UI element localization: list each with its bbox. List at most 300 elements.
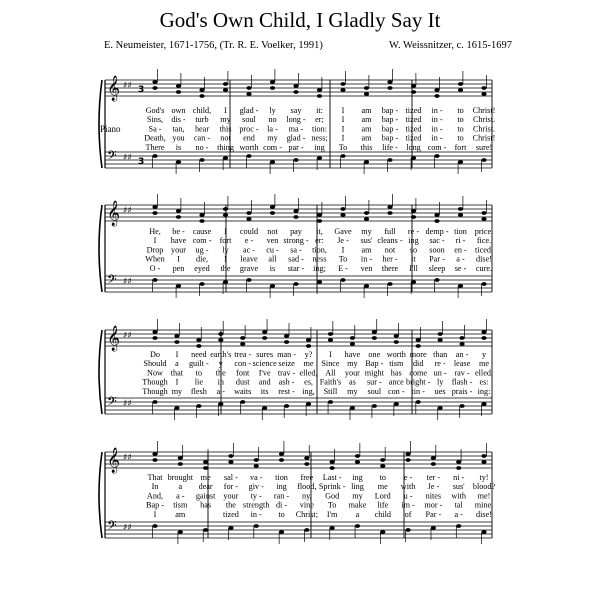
note-head — [380, 458, 385, 462]
lyric-syllable: trav - — [277, 368, 296, 378]
lyric-syllable: I — [175, 377, 179, 387]
lyric-syllable: Death, — [144, 133, 166, 143]
note-head — [152, 154, 157, 158]
lyric-syllable: Now — [147, 368, 163, 378]
note-head — [364, 92, 369, 96]
treble-clef-icon: 𝄞 — [107, 326, 121, 351]
note-head — [481, 330, 486, 334]
note-head — [411, 280, 416, 284]
lyric-syllable: bright - — [406, 377, 431, 387]
note-head — [459, 404, 464, 408]
lyric-syllable: to — [379, 473, 386, 482]
note-head — [350, 342, 355, 346]
lyric-syllable: to — [457, 133, 464, 143]
note-head — [459, 342, 464, 346]
lyric-syllable: more — [409, 350, 427, 359]
lyric-syllable: to — [457, 115, 464, 125]
lyric-syllable: die, — [195, 254, 209, 264]
lyric-syllable: Since — [321, 359, 340, 369]
lyric-syllable: ug - — [195, 245, 209, 255]
note-head — [458, 284, 463, 288]
lyric-syllable: make — [348, 500, 367, 510]
brace-icon — [99, 80, 102, 168]
lyric-syllable: ly — [436, 377, 444, 387]
lyric-syllable: glad - — [239, 106, 259, 115]
lyric-syllable: ven — [266, 236, 279, 246]
lyric-syllable: my — [267, 133, 278, 143]
lyric-syllable: font — [236, 368, 250, 378]
note-head — [199, 94, 204, 98]
note-head — [340, 88, 345, 92]
lyric-syllable: my — [220, 115, 231, 125]
lyric-syllable: of — [404, 509, 412, 519]
lyric-syllable: ly — [222, 245, 229, 255]
lyric-syllable: has — [200, 500, 212, 510]
treble-clef-icon: 𝄞 — [107, 76, 121, 101]
note-head — [304, 462, 309, 466]
lyric-syllable: eyed — [194, 263, 210, 273]
lyric-syllable: ness — [312, 254, 327, 264]
note-head — [152, 211, 157, 215]
note-head — [411, 90, 416, 94]
lyric-syllable: have — [170, 236, 187, 246]
note-head — [434, 94, 439, 98]
note-head — [199, 213, 204, 217]
note-head — [387, 205, 392, 209]
lyric-syllable: Par - — [429, 254, 445, 264]
key-signature-icon: ♯♯ — [123, 523, 132, 533]
note-head — [203, 528, 208, 532]
lyric-syllable: To — [338, 254, 348, 264]
lyric-syllable: ing; — [313, 263, 326, 273]
lyric-syllable: sus' — [452, 482, 465, 492]
note-head — [317, 280, 322, 284]
lyric-syllable: ticed. — [475, 245, 493, 255]
lyric-syllable: In — [151, 482, 159, 492]
lyric-syllable: ma - — [288, 124, 304, 134]
lyric-syllable: for - — [223, 482, 239, 492]
note-head — [355, 460, 360, 464]
note-head — [387, 86, 392, 90]
lyric-syllable: than — [433, 350, 448, 359]
lyric-syllable: am — [361, 115, 372, 125]
composer-credit: W. Weissnitzer, c. 1615-1697 — [389, 40, 512, 51]
lyric-syllable: with — [400, 482, 416, 492]
lyric-syllable: e - — [244, 236, 254, 246]
lyric-syllable: and — [258, 377, 271, 387]
note-head — [459, 336, 464, 340]
lyric-syllable: ac - — [242, 245, 256, 255]
note-head — [246, 154, 251, 158]
lyric-syllable: glad - — [286, 133, 306, 143]
note-head — [364, 211, 369, 215]
note-head — [152, 458, 157, 462]
lyric-syllable: flash - — [451, 377, 473, 387]
lyric-syllable: ter - — [426, 473, 441, 482]
note-head — [456, 466, 461, 470]
note-head — [228, 454, 233, 458]
note-head — [434, 219, 439, 223]
note-head — [481, 158, 486, 162]
note-head — [240, 336, 245, 340]
note-head — [317, 88, 322, 92]
lyric-syllable: the — [225, 500, 236, 510]
note-head — [481, 402, 486, 406]
note-head — [199, 219, 204, 223]
lyric-syllable: soul — [242, 115, 256, 125]
lyric-syllable: is — [175, 142, 182, 152]
note-head — [364, 160, 369, 164]
note-head — [317, 156, 322, 160]
note-head — [152, 524, 157, 528]
lyric-syllable: E - — [338, 263, 348, 273]
note-head — [394, 402, 399, 406]
lyric-syllable: giv - — [248, 482, 264, 492]
lyric-syllable: tism — [173, 500, 188, 510]
note-head — [293, 90, 298, 94]
lyric-syllable: bap - — [381, 115, 399, 125]
key-signature-icon: ♯♯ — [123, 453, 132, 463]
note-head — [284, 334, 289, 338]
lyric-syllable: Bap - — [365, 359, 384, 369]
lyric-syllable: re - — [407, 227, 420, 236]
lyric-syllable: in - — [250, 509, 262, 519]
lyric-syllable: me — [303, 359, 314, 369]
lyric-syllable: am — [361, 245, 372, 255]
lyric-syllable: a — [355, 509, 360, 519]
lyric-syllable: say — [290, 106, 302, 115]
lyric-syllable: tin - — [411, 386, 425, 396]
note-head — [228, 460, 233, 464]
lyric-syllable: cure. — [475, 263, 493, 273]
note-head — [456, 524, 461, 528]
lyric-syllable: star - — [287, 263, 305, 273]
lyric-syllable: all — [268, 254, 277, 264]
lyric-syllable: the — [215, 368, 226, 378]
note-head — [355, 454, 360, 458]
lyric-syllable: elled, — [299, 368, 318, 378]
lyric-syllable: in — [217, 377, 224, 387]
note-head — [203, 460, 208, 464]
lyric-syllable: re - — [434, 359, 446, 369]
lyric-syllable: y — [481, 350, 487, 359]
key-signature-icon: ♯♯ — [123, 206, 132, 216]
lyric-syllable: free — [300, 473, 314, 482]
note-head — [218, 332, 223, 336]
note-head — [458, 82, 463, 86]
lyric-syllable: my — [347, 359, 358, 369]
note-head — [364, 86, 369, 90]
note-head — [458, 88, 463, 92]
lyric-syllable: ing — [408, 236, 419, 246]
lyric-syllable: there — [381, 263, 399, 273]
lyric-syllable: me — [478, 359, 490, 369]
lyric-syllable: I'm — [326, 509, 338, 519]
lyric-syllable: ing — [314, 142, 325, 152]
lyricist-credit: E. Neumeister, 1671-1756, (Tr. R. E. Voelker, 1991) — [104, 40, 323, 51]
lyric-syllable: rav - — [454, 368, 470, 378]
lyric-syllable: need — [191, 350, 207, 359]
lyric-syllable: Je - — [427, 482, 440, 492]
note-head — [330, 526, 335, 530]
lyric-syllable: no — [268, 115, 277, 125]
note-head — [228, 526, 233, 530]
note-head — [196, 344, 201, 348]
lyric-syllable: soon — [429, 245, 445, 255]
lyric-syllable: might — [364, 368, 384, 378]
note-head — [434, 213, 439, 217]
lyric-syllable: va - — [249, 473, 263, 482]
lyric-syllable: come — [409, 368, 428, 378]
lyric-syllable: Though — [142, 386, 168, 396]
lyric-syllable: so — [409, 245, 418, 255]
lyric-syllable: am — [361, 124, 372, 134]
lyric-syllable: a — [178, 482, 183, 492]
lyric-syllable: trea - — [234, 350, 252, 359]
lyric-syllable: I — [341, 245, 345, 255]
note-head — [176, 84, 181, 88]
note-head — [456, 460, 461, 464]
note-head — [174, 406, 179, 410]
note-head — [458, 213, 463, 217]
note-head — [174, 334, 179, 338]
note-head — [438, 406, 443, 410]
lyric-syllable: brought — [167, 473, 194, 482]
lyric-syllable: I — [341, 115, 345, 125]
note-head — [394, 340, 399, 344]
lyric-syllable: con - — [387, 386, 405, 396]
lyric-syllable: hear — [194, 124, 210, 134]
lyric-syllable: to — [457, 124, 464, 134]
note-head — [481, 460, 486, 464]
lyric-syllable: en - — [454, 245, 467, 255]
note-head — [246, 278, 251, 282]
lyric-syllable: bap - — [381, 133, 399, 143]
lyric-syllable: your — [344, 368, 360, 378]
lyric-syllable: When — [145, 254, 165, 264]
note-head — [340, 82, 345, 86]
note-head — [355, 524, 360, 528]
lyric-syllable: I — [153, 236, 157, 246]
lyric-syllable: a - — [176, 491, 185, 501]
lyric-syllable: it: — [316, 106, 323, 115]
lyric-syllable: er; — [315, 115, 324, 125]
lyric-syllable: leave — [240, 254, 258, 264]
note-head — [270, 86, 275, 90]
lyric-syllable: That — [147, 473, 163, 482]
lyric-syllable: your — [223, 491, 239, 501]
lyric-syllable: ri - — [455, 236, 466, 246]
note-head — [218, 402, 223, 406]
note-head — [284, 404, 289, 408]
note-head — [270, 211, 275, 215]
lyric-syllable: ness; — [311, 133, 328, 143]
lyric-syllable: sad - — [288, 254, 304, 264]
note-head — [223, 156, 228, 160]
note-head — [223, 213, 228, 217]
lyric-syllable: Sins, — [146, 115, 164, 125]
note-head — [240, 342, 245, 346]
note-head — [176, 90, 181, 94]
note-head — [387, 211, 392, 215]
lyric-syllable: that — [170, 368, 184, 378]
lyric-syllable: in - — [360, 254, 373, 264]
lyric-syllable: lie — [194, 377, 203, 387]
note-head — [293, 215, 298, 219]
note-head — [481, 530, 486, 534]
lyric-syllable: sa - — [290, 245, 302, 255]
lyric-syllable: dise! — [476, 254, 492, 264]
lyric-syllable: Do — [149, 350, 161, 359]
lyric-syllable: To — [338, 142, 348, 152]
lyric-syllable: Lord — [374, 491, 391, 501]
lyric-syllable: has — [390, 368, 402, 378]
note-head — [270, 160, 275, 164]
note-head — [270, 80, 275, 84]
lyric-syllable: mor - — [424, 500, 443, 510]
lyric-syllable: u - — [403, 491, 413, 501]
key-signature-icon: ♯♯ — [123, 399, 132, 409]
lyric-syllable: it, — [316, 227, 323, 236]
lyric-syllable: strong - — [283, 236, 309, 246]
note-head — [405, 528, 410, 532]
note-head — [434, 278, 439, 282]
note-head — [152, 400, 157, 404]
lyric-syllable: her - — [382, 254, 398, 264]
lyric-syllable: tized — [405, 133, 422, 143]
treble-clef-icon: 𝄞 — [107, 448, 121, 473]
key-signature-icon: ♯♯ — [123, 277, 132, 287]
note-head — [416, 400, 421, 404]
note-head — [380, 464, 385, 468]
lyric-syllable: pen — [172, 263, 185, 273]
note-head — [196, 338, 201, 342]
lyric-syllable: this — [219, 124, 232, 134]
lyric-syllable: life — [377, 500, 389, 510]
lyric-syllable: thing — [217, 142, 234, 152]
lyric-syllable: guilt - — [188, 359, 209, 369]
note-head — [218, 338, 223, 342]
lyric-syllable: this — [360, 142, 373, 152]
note-head — [328, 332, 333, 336]
lyric-syllable: e - — [403, 473, 413, 482]
lyric-syllable: ven — [360, 263, 373, 273]
lyric-syllable: com - — [427, 142, 447, 152]
lyric-syllable: price. — [474, 227, 494, 236]
lyric-syllable: have — [344, 350, 361, 359]
lyric-syllable: tion — [275, 473, 288, 482]
lyric-syllable: I — [224, 106, 227, 115]
lyric-syllable: you — [172, 133, 185, 143]
note-head — [350, 406, 355, 410]
lyric-syllable: ing: — [477, 386, 491, 396]
lyric-syllable: my — [347, 386, 358, 396]
lyric-syllable: cleans - — [377, 236, 403, 246]
lyric-syllable: tion, — [312, 245, 327, 255]
lyric-syllable: did — [412, 359, 424, 369]
lyric-syllable: end — [243, 133, 255, 143]
lyric-syllable: waits — [234, 386, 252, 396]
lyric-syllable: me — [200, 473, 211, 482]
note-head — [330, 466, 335, 470]
lyric-syllable: turb — [195, 115, 209, 125]
note-head — [254, 524, 259, 528]
lyric-syllable: my — [361, 227, 372, 236]
lyric-syllable: could — [239, 227, 259, 236]
note-head — [246, 217, 251, 221]
lyric-syllable: I — [341, 124, 345, 134]
note-head — [203, 466, 208, 470]
lyric-syllable: I've — [258, 368, 271, 378]
note-head — [431, 526, 436, 530]
lyric-syllable: cu - — [266, 245, 279, 255]
note-head — [438, 338, 443, 342]
note-head — [279, 458, 284, 462]
lyric-syllable: a - — [216, 386, 226, 396]
note-head — [372, 330, 377, 334]
brace-icon — [99, 330, 102, 414]
lyric-syllable: Sprink - — [318, 482, 346, 492]
lyric-syllable: blood? — [472, 482, 496, 492]
note-head — [152, 278, 157, 282]
lyric-syllable: with — [451, 491, 466, 501]
note-head — [364, 284, 369, 288]
lyric-syllable: sure! — [475, 142, 493, 152]
note-head — [246, 211, 251, 215]
lyric-syllable: your — [170, 245, 187, 255]
lyric-syllable: demp - — [425, 227, 449, 236]
note-head — [306, 402, 311, 406]
lyric-syllable: dust — [235, 377, 250, 387]
note-head — [293, 282, 298, 286]
lyric-syllable: fice. — [476, 236, 492, 246]
lyric-syllable: pay — [290, 227, 302, 236]
note-head — [481, 217, 486, 221]
note-head — [372, 336, 377, 340]
note-head — [330, 460, 335, 464]
note-head — [328, 338, 333, 342]
note-head — [254, 464, 259, 468]
note-head — [434, 154, 439, 158]
lyric-syllable: Christ. — [472, 124, 496, 134]
lyric-syllable: to — [457, 106, 464, 115]
note-head — [317, 219, 322, 223]
lyric-syllable: bap - — [381, 124, 399, 134]
note-head — [279, 452, 284, 456]
lyric-syllable: a - — [454, 509, 463, 519]
lyric-syllable: ty! — [479, 473, 489, 482]
lyric-syllable: y — [218, 359, 223, 369]
note-head — [254, 458, 259, 462]
lyric-syllable: can - — [193, 133, 211, 143]
lyric-syllable: There — [145, 142, 165, 152]
lyric-syllable: Par - — [425, 509, 442, 519]
lyric-syllable: a — [175, 359, 179, 369]
lyric-syllable: tized — [405, 115, 422, 125]
note-head — [340, 278, 345, 282]
note-head — [328, 400, 333, 404]
lyric-syllable: Christ. — [472, 115, 496, 125]
note-head — [199, 88, 204, 92]
lyric-syllable: gainst — [195, 491, 216, 501]
note-head — [293, 209, 298, 213]
note-head — [152, 205, 157, 209]
lyric-syllable: And, — [146, 491, 164, 501]
note-head — [405, 458, 410, 462]
lyric-syllable: Drop — [146, 245, 164, 255]
lyric-syllable: Christ; — [295, 509, 318, 519]
brace-icon — [99, 205, 102, 292]
